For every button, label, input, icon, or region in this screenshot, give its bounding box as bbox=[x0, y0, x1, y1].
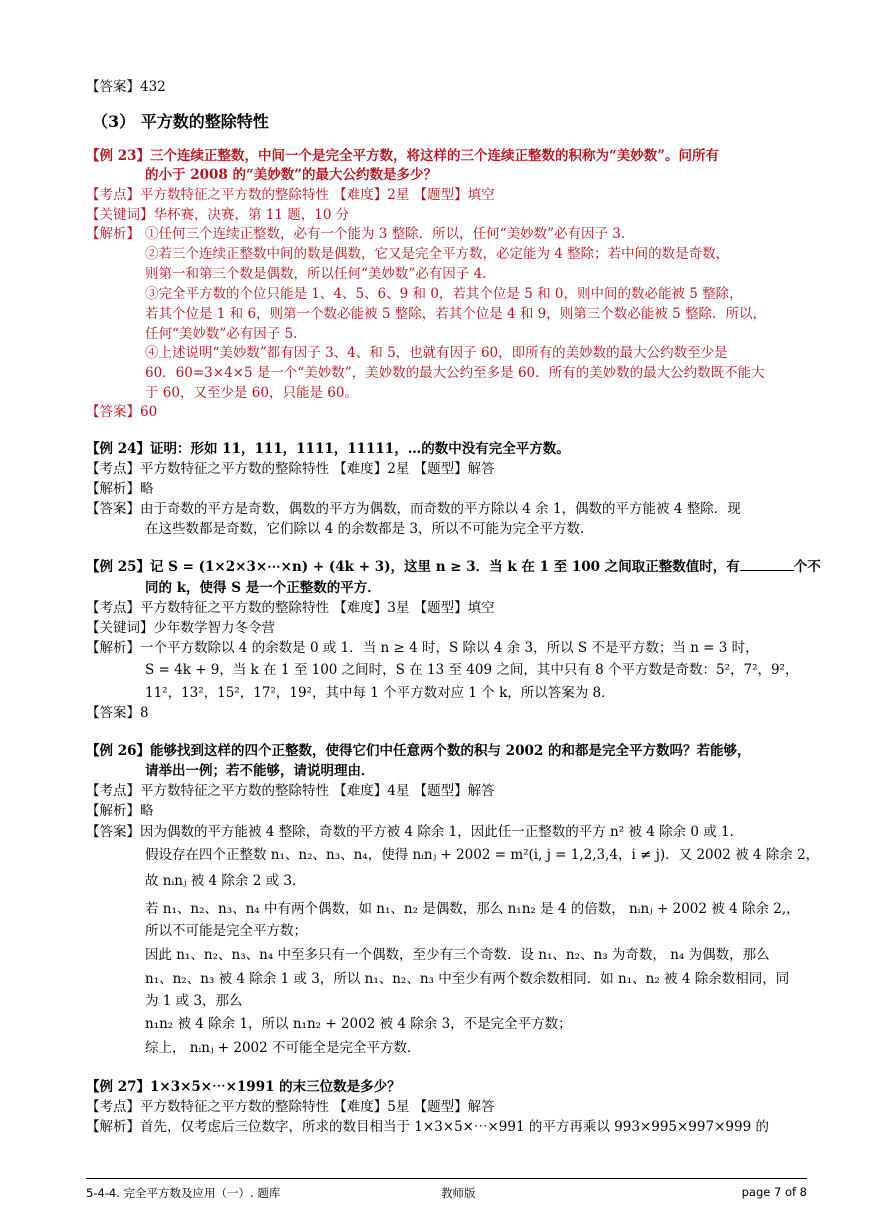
example-26-answer-9: n₁n₂ 被 4 除余 1，所以 n₁n₂ + 2002 被 4 除余 3，不是完全平方数； bbox=[145, 1016, 572, 1032]
example-23-analysis-4-end: 于 60，又至少是 60，只能是 60。 bbox=[145, 385, 358, 401]
example-26-meta: 【考点】平方数特征之平方数的整除特性 【难度】4星 【题型】解答 bbox=[86, 783, 495, 799]
example-23-analysis-4: ④上述说明“美妙数”都有因子 3、4、和 5，也就有因子 60，即所有的美妙数的最大公约数至少是 bbox=[145, 345, 728, 361]
example-24-meta: 【考点】平方数特征之平方数的整除特性 【难度】2星 【题型】解答 bbox=[86, 461, 495, 477]
example-26-analysis: 【解析】略 bbox=[86, 803, 154, 819]
example-23-analysis-label: 【解析】 bbox=[86, 226, 140, 242]
example-23-analysis-3-cont: 若其个位是 1 和 6，则第一个数必能被 5 整除，若其个位是 4 和 9，则第三个数必能被 5 整除．所以， bbox=[145, 306, 766, 322]
example-23-analysis-2-cont: 则第一和第三个数是偶数，所以任何“美妙数”必有因子 4. bbox=[145, 266, 487, 282]
example-23-meta: 【考点】平方数特征之平方数的整除特性 【难度】2星 【题型】填空 bbox=[86, 187, 495, 203]
example-24-answer: 【答案】由于奇数的平方是奇数，偶数的平方为偶数，而奇数的平方除以 4 余 1，偶数的平方能被 4 整除．现 bbox=[86, 501, 741, 517]
example-26-answer-4: 若 n₁、n₂、n₃、n₄ 中有两个偶数，如 n₁、n₂ 是偶数，那么 n₁n₂ 是 4 的倍数， nᵢnⱼ + 2002 被 4 除余 2,， bbox=[145, 901, 800, 917]
example-25-keywords: 【关键词】少年数学智力冬令营 bbox=[86, 620, 275, 636]
example-25-analysis: 【解析】一个平方数除以 4 的余数是 0 或 1．当 n ≥ 4 时，S 除以 4 余 3，所以 S 不是平方数；当 n = 3 时， bbox=[86, 640, 759, 656]
example-24-analysis: 【解析】略 bbox=[86, 481, 154, 497]
answer-line: 【答案】432 bbox=[86, 79, 166, 95]
example-26-question-cont: 请举出一例；若不能够，请说明理由． bbox=[145, 763, 375, 779]
example-25-question-text: 【例 25】记 S = (1×2×3×⋯×n) + (4k + 3)，这里 n ≥ 3．当 k 在 1 至 100 之间取正整数值时，有 bbox=[86, 559, 740, 575]
answer-blank bbox=[740, 558, 794, 571]
example-23-analysis-4-cont: 60．60=3×4×5 是一个“美妙数”，美妙数的最大公约至多是 60．所有的美妙数的最大公约数既不能大 bbox=[145, 365, 765, 381]
example-26-answer-5: 所以不可能是完全平方数； bbox=[145, 923, 307, 939]
footer-edition: 教师版 bbox=[441, 1186, 476, 1200]
example-23-keywords: 【关键词】华杯赛，决赛，第 11 题，10 分 bbox=[86, 207, 350, 223]
example-24-answer-cont: 在这些数都是奇数，它们除以 4 的余数都是 3，所以不可能为完全平方数． bbox=[145, 521, 594, 537]
example-23-analysis-3: ③完全平方数的个位只能是 1、4、5、6、9 和 0，若其个位是 5 和 0，则中间的数必能被 5 整除， bbox=[145, 286, 743, 302]
example-26-answer-6: 因此 n₁、n₂、n₃、n₄ 中至多只有一个偶数，至少有三个奇数．设 n₁、n₂、n₃ 为奇数， n₄ 为偶数，那么 bbox=[145, 947, 770, 963]
example-25-meta: 【考点】平方数特征之平方数的整除特性 【难度】3星 【题型】填空 bbox=[86, 600, 495, 616]
example-24-question: 【例 24】证明：形如 11，111，1111，11111，…的数中没有完全平方数。 bbox=[86, 441, 570, 457]
example-25-analysis-cont: S = 4k + 9，当 k 在 1 至 100 之间时，S 在 13 至 409 之间，其中只有 8 个平方数是奇数：5²，7²，9²， bbox=[145, 662, 799, 678]
example-26-question: 【例 26】能够找到这样的四个正整数，使得它们中任意两个数的积与 2002 的和都是完全平方数吗？若能够， bbox=[86, 743, 751, 759]
example-26-answer-7: n₁、n₂、n₃ 被 4 除余 1 或 3，所以 n₁、n₂、n₃ 中至少有两个数余数相同．如 n₁、n₂ 被 4 除余数相同，同 bbox=[145, 971, 790, 987]
example-25-analysis-end: 11²，13²，15²，17²，19²，其中每 1 个平方数对应 1 个 k，所以答案为 8． bbox=[145, 685, 615, 701]
example-25-question-cont: 同的 k，使得 S 是一个正整数的平方． bbox=[145, 580, 381, 596]
example-23-question: 【例 23】三个连续正整数，中间一个是完全平方数，将这样的三个连续正整数的积称为“美妙数”。问所有 bbox=[86, 148, 720, 164]
page-footer bbox=[86, 1178, 807, 1205]
example-27-meta: 【考点】平方数特征之平方数的整除特性 【难度】5星 【题型】解答 bbox=[86, 1099, 495, 1115]
example-25-question bbox=[86, 558, 821, 577]
footer-title: 5-4-4. 完全平方数及应用（一）. 题库 bbox=[86, 1186, 281, 1200]
example-26-answer: 【答案】因为偶数的平方能被 4 整除，奇数的平方被 4 除余 1，因此任一正整数的平方 n² 被 4 除余 0 或 1． bbox=[86, 824, 744, 840]
example-27-question: 【例 27】1×3×5×⋯×1991 的末三位数是多少？ bbox=[86, 1079, 401, 1095]
example-26-answer-8: 为 1 或 3，那么 bbox=[145, 993, 243, 1009]
footer-page-number: page 7 of 8 bbox=[741, 1185, 807, 1199]
example-23-analysis-1: ①任何三个连续正整数，必有一个能为 3 整除．所以，任何“美妙数”必有因子 3. bbox=[145, 226, 626, 242]
example-27-analysis: 【解析】首先，仅考虑后三位数字，所求的数目相当于 1×3×5×⋯×991 的平方再乘以 993×995×997×999 的 bbox=[86, 1119, 769, 1135]
example-23-analysis-3-end: 任何“美妙数”必有因子 5. bbox=[145, 326, 298, 342]
example-23-answer: 【答案】60 bbox=[86, 404, 158, 420]
example-26-answer-3: 故 nᵢnⱼ 被 4 除余 2 或 3． bbox=[145, 873, 306, 889]
example-23-analysis-2: ②若三个连续正整数中间的数是偶数，它又是完全平方数，必定能为 4 整除；若中间的数是奇数， bbox=[145, 246, 730, 262]
example-26-answer-10: 综上， nᵢnⱼ + 2002 不可能全是完全平方数． bbox=[145, 1040, 421, 1056]
section-heading: （3） 平方数的整除特性 bbox=[92, 112, 269, 131]
example-23-question-cont: 的小于 2008 的“美妙数”的最大公约数是多少？ bbox=[145, 167, 438, 183]
example-25-answer: 【答案】8 bbox=[86, 705, 149, 721]
example-25-question-tail: 个不 bbox=[793, 559, 821, 575]
example-26-answer-2: 假设存在四个正整数 n₁、n₂、n₃、n₄，使得 nᵢnⱼ + 2002 = m²(i, j = 1,2,3,4，i ≠ j)．又 2002 被 4 除余 2， bbox=[145, 847, 820, 863]
